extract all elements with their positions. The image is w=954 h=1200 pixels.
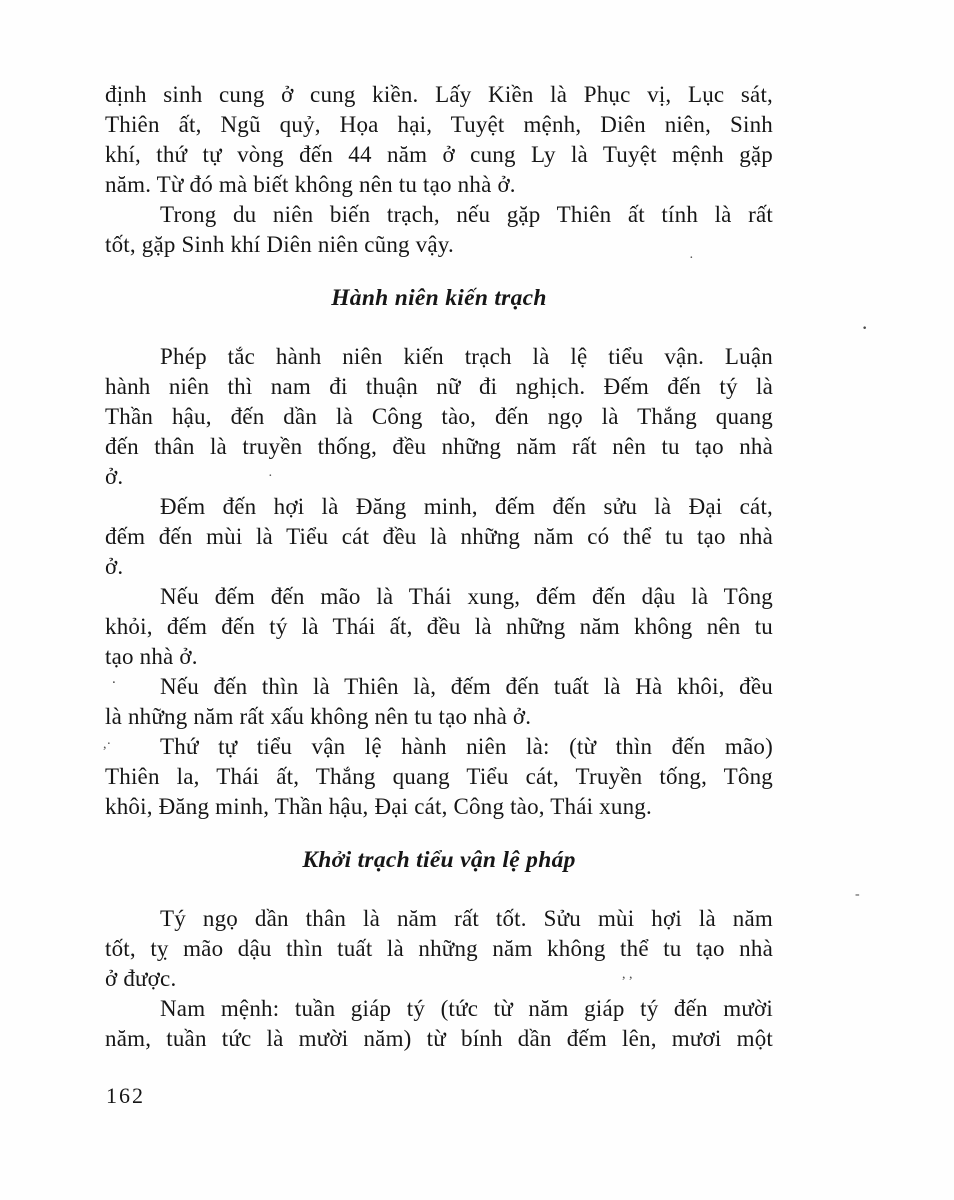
paragraph [105,200,773,260]
text-line: là những năm rất xấu không nên tu tạo nhà ở. [105,704,532,729]
text-line: khí, thứ tự vòng đến 44 năm ở cung Ly là Tuyệt mệnh gặp [105,142,773,167]
text-line: tạo nhà ở. [105,644,198,669]
scan-artifact: - [855,887,860,902]
paragraph [105,582,773,672]
paragraph [105,904,773,994]
text-line: khôi, Đăng minh, Thần hậu, Đại cát, Công tào, Thái xung. [105,794,652,819]
scan-artifact: . [112,671,116,687]
text-line: ở. [105,554,124,579]
text-line: ở được. [105,966,177,991]
text-line: Nếu đến thìn là Thiên là, đếm đến tuất là Hà khôi, đều [160,674,773,699]
text-column [105,80,773,1054]
paragraph [105,80,773,200]
text-line: tốt, gặp Sinh khí Diên niên cũng vậy. [105,232,454,257]
section-heading: Hành niên kiến trạch [331,285,547,311]
text-line: đến thân là truyền thống, đều những năm rất nên tu tạo nhà [105,434,773,459]
text-line: Nam mệnh: tuần giáp tý (tức từ năm giáp tý đến mười [160,996,773,1021]
text-line: ở. [105,464,124,489]
text-line: Thiên ất, Ngũ quỷ, Họa hại, Tuyệt mệnh, Diên niên, Sinh [105,112,773,137]
page-number: 162 [106,1083,145,1108]
text-line: đếm đến mùi là Tiểu cát đều là những năm có thể tu tạo nhà [105,524,773,549]
text-line: tốt, tỵ mão dậu thìn tuất là những năm không thể tu tạo nhà [105,936,773,961]
scan-artifact: · [268,469,273,484]
paragraph [105,732,773,822]
text-line: Đếm đến hợi là Đăng minh, đếm đến sửu là Đại cát, [160,494,773,519]
text-line: Nếu đếm đến mão là Thái xung, đếm đến dậu là Tông [160,584,773,609]
text-line: Thứ tự tiểu vận lệ hành niên là: (từ thìn đến mão) [160,734,773,759]
section-heading: Khởi trạch tiểu vận lệ pháp [302,847,576,873]
text-line: Thiên la, Thái ất, Thắng quang Tiểu cát, Truyền tống, Tông [105,764,773,789]
text-line: định sinh cung ở cung kiền. Lấy Kiền là Phục vị, Lục sát, [105,82,773,107]
text-line: năm, tuần tức là mười năm) từ bính dần đếm lên, mươi một [105,1026,773,1051]
paragraph [105,672,773,732]
text-line: khỏi, đếm đến tý là Thái ất, đều là những năm không nên tu [105,614,773,639]
scan-artifact: · [689,251,694,266]
text-line: Trong du niên biến trạch, nếu gặp Thiên ất tính là rất [160,202,773,227]
text-line: Tý ngọ dần thân là năm rất tốt. Sửu mùi hợi là năm [160,906,773,931]
scan-artifact: , , [622,967,633,982]
paragraph [105,994,773,1054]
text-line: Thần hậu, đến dần là Công tào, đến ngọ là Thắng quang [105,404,773,429]
scan-artifact: ,· [103,737,112,752]
paragraph [105,342,773,492]
text-line: hành niên thì nam đi thuận nữ đi nghịch. Đếm đến tý là [105,374,773,399]
scan-artifact: · [861,315,869,340]
text-line: Phép tắc hành niên kiến trạch là lệ tiểu vận. Luận [160,344,773,369]
text-line: năm. Từ đó mà biết không nên tu tạo nhà ở. [105,172,516,197]
paragraph [105,492,773,582]
